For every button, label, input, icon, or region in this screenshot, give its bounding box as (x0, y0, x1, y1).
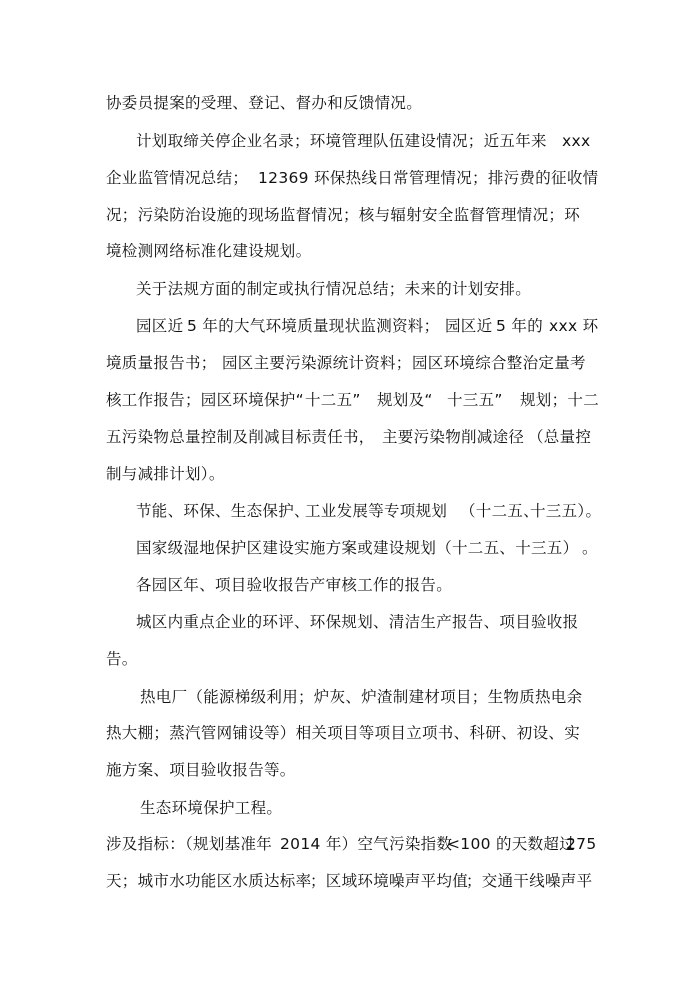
text-line (0, 797, 700, 819)
text-segment: 热电厂（能源梯级利用；炉灰、炉渣制建材项目；生物质热电余 (140, 688, 583, 706)
text-line (0, 463, 700, 485)
text-segment: 五污染物总量控制及削减目标责任书， (106, 428, 375, 446)
text-line (0, 167, 700, 189)
text-segment: 园区近 (445, 317, 493, 335)
text-line (0, 278, 700, 300)
text-segment: xxx (562, 132, 591, 150)
text-segment: xxx 环 (549, 317, 599, 335)
text-line (0, 870, 700, 892)
text-segment: 制与减排计划）。 (106, 465, 225, 483)
text-segment: 协委员提案的受理、登记、督办和反馈情况。 (106, 94, 423, 112)
text-line (0, 722, 700, 744)
text-segment: ；交通干线噪声平 (466, 872, 593, 890)
text-segment: 天；城市水功能区水质达标率 (106, 872, 312, 890)
text-line (0, 686, 700, 708)
text-segment: 境质量报告书； (106, 354, 217, 372)
text-segment: 境检测网络标准化建设规划。 (106, 242, 312, 260)
text-segment: 企业监管情况总结； (106, 169, 249, 187)
text-segment: 国家级湿地保护区建设实施方案或建设规划（十二五、十三五） (136, 539, 579, 557)
text-line (0, 240, 700, 262)
text-line (0, 92, 700, 114)
text-segment: 规划及“ (377, 391, 433, 409)
text-segment: 告。 (106, 650, 138, 668)
text-line (0, 648, 700, 670)
text-segment: 十二五” (305, 391, 361, 409)
text-segment: <100 的天数超过 (447, 835, 575, 853)
text-segment: 园区近 (136, 317, 184, 335)
text-segment: 城区内重点企业的环评、环保规划、清洁生产报告、项目验收报 (136, 613, 579, 631)
text-segment: 各园区年、项目验收报告产审核工作的报告。 (136, 576, 453, 594)
text-line (0, 833, 700, 855)
text-segment: 园区主要污染源统计资料； (222, 354, 412, 372)
text-line (0, 130, 700, 152)
text-segment: 2014 年）空气污染指数 (280, 835, 453, 853)
text-segment: ；区域环境噪声平均值 (310, 872, 469, 890)
text-segment: 热大棚；蒸汽管网铺设等）相关项目等项目立项书、科研、初设、实 (106, 724, 581, 742)
text-segment: 涉及指标：（规划基准年 (106, 835, 273, 853)
text-segment: 主要污染物削减途径 (382, 428, 525, 446)
text-segment: 12369 环保热线日常管理情况；排污费的征收情 (258, 169, 599, 187)
text-segment: 核工作报告；园区环境保护“ (106, 391, 304, 409)
text-line (0, 611, 700, 633)
text-line (0, 426, 700, 448)
text-segment: 况；污染防治设施的现场监督情况；核与辐射安全监督管理情况；环 (106, 206, 581, 224)
text-segment: （总量控 (528, 428, 592, 446)
text-line (0, 500, 700, 522)
text-line (0, 315, 700, 337)
text-segment: 275 (566, 835, 597, 853)
text-segment: 。 (582, 539, 598, 557)
text-segment: 园区环境综合整治定量考 (412, 354, 586, 372)
text-segment: （十二五、 (460, 502, 540, 520)
text-line (0, 352, 700, 374)
text-segment: 关于法规方面的制定或执行情况总结；未来的计划安排。 (136, 280, 532, 298)
text-line (0, 574, 700, 596)
text-line (0, 389, 700, 411)
text-segment: 5 年的大气环境质量现状监测资料； (187, 317, 440, 335)
text-segment: 十三五）。 (530, 502, 602, 520)
text-line (0, 204, 700, 226)
text-segment: 十三五” (447, 391, 503, 409)
text-segment: 计划取缔关停企业名录；环境管理队伍建设情况；近五年来 (136, 132, 547, 150)
text-line (0, 759, 700, 781)
text-segment: 节能、环保、生态保护、 (136, 502, 310, 520)
text-segment: 生态环境保护工程。 (140, 799, 283, 817)
text-line (0, 537, 700, 559)
text-segment: 5 年的 (496, 317, 543, 335)
text-segment: 工业发展等专项规划 (305, 502, 448, 520)
text-segment: 施方案、项目验收报告等。 (106, 761, 296, 779)
text-segment: 规划；十二 (520, 391, 600, 409)
